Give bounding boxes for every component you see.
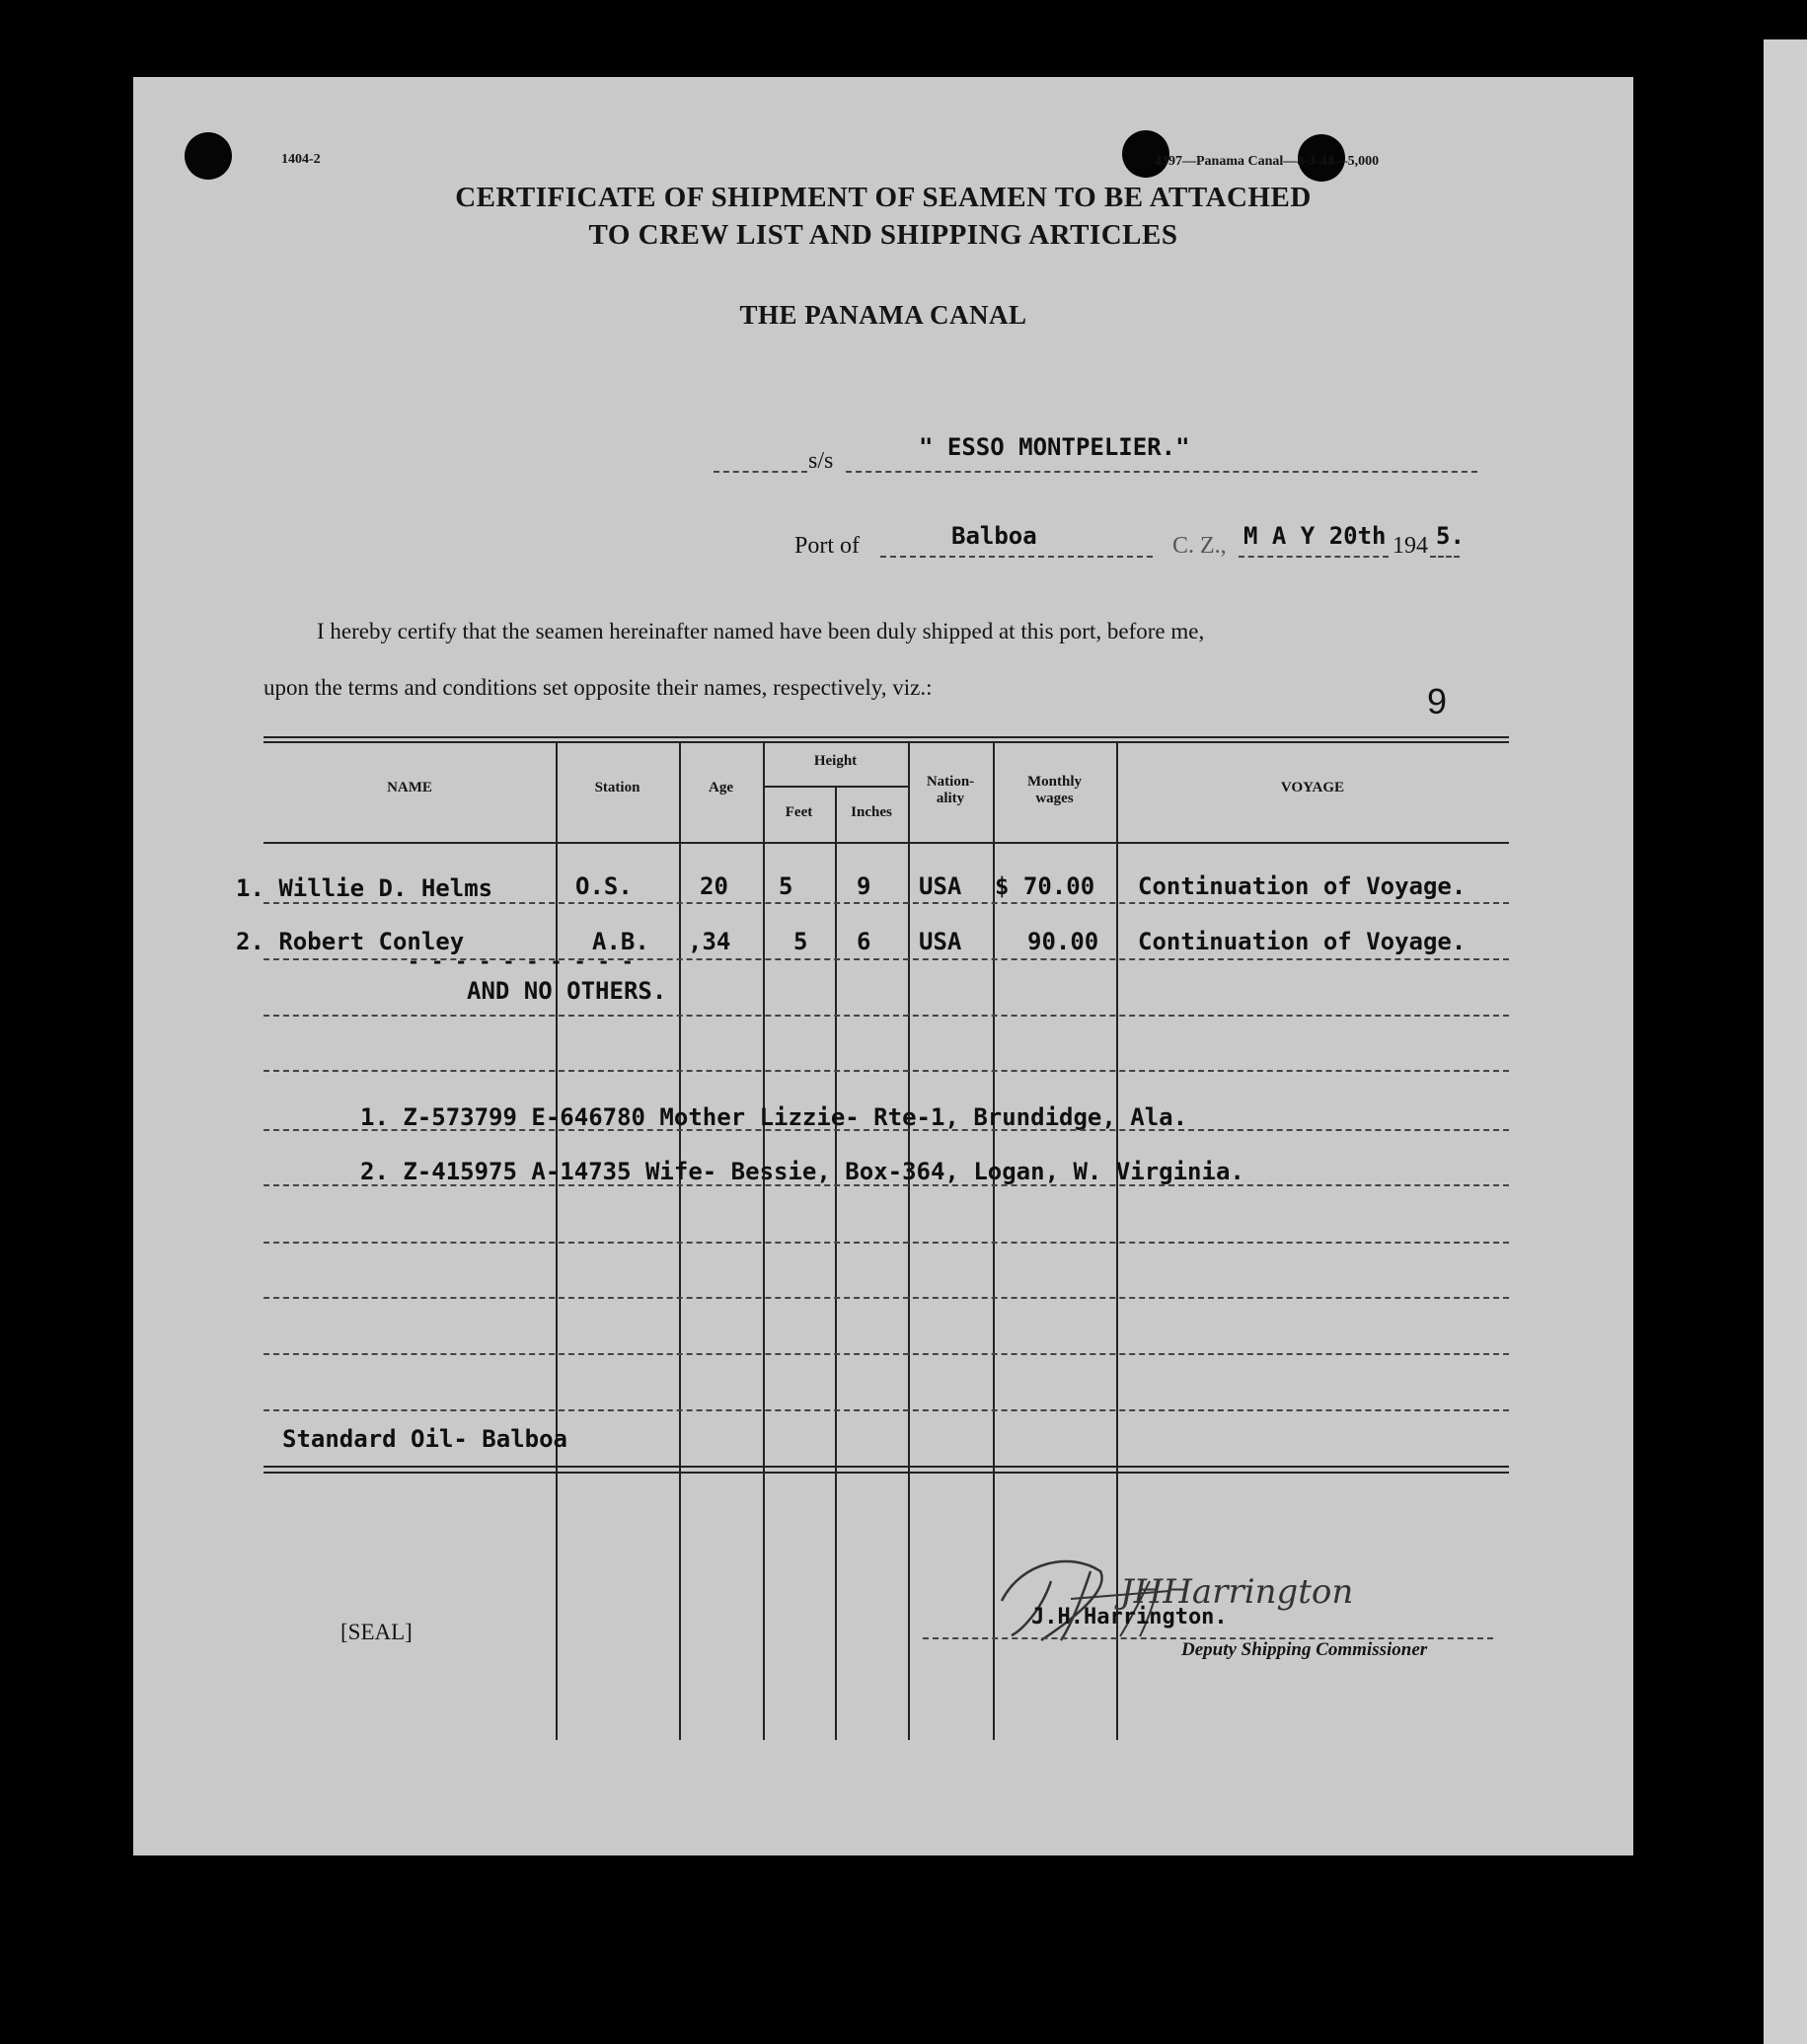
separator-marks: - - - - - - - - - - — [408, 949, 634, 973]
document-title-line2: TO CREW LIST AND SHIPPING ARTICLES — [588, 219, 1178, 251]
form-number: 1404-2 — [281, 152, 321, 167]
table-bottom-rule-2 — [264, 1472, 1509, 1474]
zone-label: C. Z., — [1172, 533, 1227, 559]
row2-voyage: Continuation of Voyage. — [1138, 928, 1467, 955]
row1-rule — [264, 902, 1509, 904]
document-subtitle: THE PANAMA CANAL — [739, 300, 1027, 330]
row1-age: 20 — [700, 872, 728, 900]
footer-note: Standard Oil- Balboa — [282, 1425, 567, 1453]
punch-hole-left — [185, 132, 232, 180]
port-value: Balboa — [951, 522, 1037, 550]
col-divider-feet — [763, 741, 765, 1740]
row2-age: ,34 — [688, 928, 731, 955]
certificate-page — [133, 77, 1633, 1855]
col-divider-inches — [835, 788, 837, 1740]
header-age: Age — [709, 780, 733, 795]
header-wages-1: Monthly — [1026, 774, 1082, 790]
rule-6 — [264, 1184, 1509, 1186]
row1-feet: 5 — [779, 872, 793, 900]
header-voyage: VOYAGE — [1280, 780, 1345, 795]
header-name: NAME — [387, 780, 432, 795]
and-no-others: AND NO OTHERS. — [467, 977, 667, 1005]
print-info: 4397—Panama Canal—8-3-44—5,000 — [1155, 154, 1380, 169]
rule-3 — [264, 1015, 1509, 1017]
col-divider-station — [556, 741, 558, 1740]
rule-10 — [264, 1409, 1509, 1411]
seal-label: [SEAL] — [340, 1620, 413, 1644]
certification-line2: upon the terms and conditions set opposite their names, respectively, viz.: — [264, 675, 933, 700]
col-divider-nationality — [908, 741, 910, 1740]
row1-voyage: Continuation of Voyage. — [1138, 872, 1467, 900]
row1-name: 1. Willie D. Helms — [236, 874, 493, 902]
reference-line1: 1. Z-573799 E-646780 Mother Lizzie- Rte-1, Brundidge, Ala. — [360, 1103, 1188, 1131]
header-wages-2: wages — [1035, 791, 1074, 806]
port-label: Port of — [794, 533, 860, 559]
row2-inches: 6 — [857, 928, 871, 955]
reference-line2: 2. Z-415975 A-14735 Wife- Bessie, Box-364, Logan, W. Virginia. — [360, 1158, 1244, 1185]
header-height: Height — [813, 753, 858, 769]
page-number: 9 — [1427, 681, 1448, 721]
header-inches: Inches — [851, 804, 892, 820]
height-subheader-rule — [763, 786, 908, 788]
date-line — [1239, 556, 1389, 558]
header-bottom-rule — [264, 842, 1509, 844]
header-nationality-2: ality — [936, 791, 965, 806]
document-title-line1: CERTIFICATE OF SHIPMENT OF SEAMEN TO BE ATTACHED — [455, 182, 1312, 213]
vessel-name-line — [846, 471, 1477, 473]
signature-handwriting-text: JHHarrington — [1120, 1572, 1354, 1612]
row2-nationality: USA — [919, 928, 962, 955]
year-suffix: 5. — [1436, 522, 1465, 550]
row1-station: O.S. — [575, 872, 633, 900]
scanner-edge-strip — [1764, 39, 1807, 2044]
header-feet: Feet — [785, 804, 813, 820]
rule-7 — [264, 1242, 1509, 1244]
row2-station: A.B. — [592, 928, 649, 955]
year-line — [1430, 556, 1460, 558]
vessel-leader-line — [714, 471, 807, 473]
row1-nationality: USA — [919, 872, 962, 900]
table-top-rule-2 — [264, 741, 1509, 743]
rule-4 — [264, 1070, 1509, 1072]
col-divider-age — [679, 741, 681, 1740]
certification-line1: I hereby certify that the seamen hereinafter named have been duly shipped at this port, before me, — [317, 619, 1205, 643]
row2-wages: 90.00 — [1027, 928, 1099, 955]
rule-5 — [264, 1129, 1509, 1131]
commissioner-title: Deputy Shipping Commissioner — [1181, 1639, 1428, 1660]
row1-wages: $ 70.00 — [995, 872, 1095, 900]
rule-9 — [264, 1353, 1509, 1355]
row1-inches: 9 — [857, 872, 871, 900]
row2-name: 2. Robert Conley — [236, 928, 465, 955]
header-nationality-1: Nation- — [926, 774, 975, 790]
row2-feet: 5 — [793, 928, 808, 955]
vessel-name: " ESSO MONTPELIER." — [919, 433, 1190, 461]
rule-8 — [264, 1297, 1509, 1299]
signed-by: J.H.Harrington. — [1031, 1605, 1228, 1629]
vessel-label: s/s — [808, 448, 834, 474]
table-bottom-rule-1 — [264, 1466, 1509, 1468]
port-line — [880, 556, 1153, 558]
table-top-rule-1 — [264, 736, 1509, 738]
header-station: Station — [594, 780, 640, 795]
port-date: M A Y 20th — [1243, 522, 1387, 550]
year-prefix: 194 — [1393, 533, 1428, 559]
